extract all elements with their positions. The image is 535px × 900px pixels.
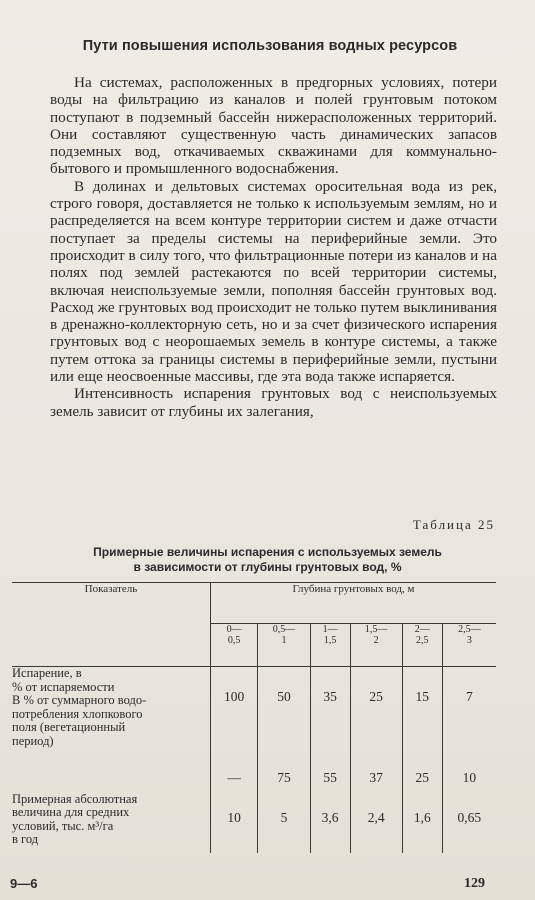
signature-mark: 9—6 (10, 876, 38, 891)
depth-range-part: 2— (414, 624, 430, 635)
table-caption (40, 545, 495, 575)
depth-column-header (211, 624, 258, 667)
depth-range-part: 3 (466, 635, 472, 646)
table-cell: 10 (211, 793, 258, 853)
table-cell: 37 (350, 763, 402, 793)
body-text (50, 74, 497, 420)
depth-range-part: 1— (322, 624, 338, 635)
row-label-line: Примерная абсолютная (12, 791, 138, 806)
table-row (12, 793, 496, 853)
indicator-header: Показатель (12, 583, 211, 667)
row-label-line: Испарение, в (12, 666, 82, 680)
depth-range-part: 0— (226, 624, 242, 635)
row-label-line: поля (вегетационный (12, 720, 126, 734)
table-cell: 10 (462, 769, 477, 785)
evaporation-table (12, 582, 496, 853)
row-label (12, 763, 211, 793)
section-heading: Пути повышения использования водных ресурсов (82, 38, 458, 54)
table-cell: — (211, 763, 258, 793)
depth-column-header (442, 624, 496, 667)
depth-header: Глубина грунтовых вод, м (211, 583, 497, 624)
table-row (12, 667, 496, 763)
depth-range-part: 1,5 (323, 635, 337, 646)
row-label-line: В % от суммарного водо- (12, 693, 147, 707)
table-cell: 0,65 (457, 809, 482, 825)
depth-range-part: 0,5 (227, 635, 241, 646)
table-caption-line-1: Примерные величины испарения с используемых земель (93, 545, 442, 559)
table-cell: 25 (350, 667, 402, 763)
paragraph-3: Интенсивность испарения грунтовых вод с неиспользуемых земель зависит от глубины их залегания, (50, 385, 497, 420)
table-cell: 75 (258, 763, 310, 793)
row-label-line: период) (12, 733, 54, 748)
paragraph-1: На системах, расположенных в предгорных условиях, потери воды на фильтрацию из каналов и полей грунтовым потоком поступают в подземный бассейн нижерасположенных территорий. Они составляют существенную часть динамических запасов подземных вод, откачиваемых скважинами для коммунально-бытового и промышленного водоснабжения. (50, 74, 497, 178)
depth-column-header (310, 624, 350, 667)
depth-range-part: 2 (373, 635, 379, 646)
depth-range-part: 1,5— (364, 624, 388, 635)
depth-column-header (258, 624, 310, 667)
row-label (12, 667, 211, 763)
table-row (12, 763, 496, 793)
table-cell: 7 (465, 689, 473, 704)
table-number: Таблица 25 (412, 517, 495, 532)
depth-range-part: 2,5— (458, 624, 481, 635)
table-cell: 35 (310, 667, 350, 763)
table-cell: 15 (402, 667, 442, 763)
table-cell: 25 (402, 763, 442, 793)
paragraph-2: В долинах и дельтовых системах оросительная вода из рек, строго говоря, доставляется не только к используемым землям, но и распределяется на всем контуре территории систем и даже отчасти поступает за пределы системы на периферийные земли. Это происходит в силу того, что фильтрационные потери из каналов и на полях под землей растекаются по всей территории системы, включая неиспользуемые земли, пополняя бассейн грунтовых вод. Расход же грунтовых вод происходит не только путем выклинивания в дренажно-коллекторную сеть, но и за счет физического испарения грунтовых вод с неорошаемых земель в контуре системы, а также путем оттока за границы системы в периферийные земли, пустыни или еще неосвоенные массивы, где эта вода также испаряется. (50, 177, 497, 386)
row-label (12, 793, 211, 853)
table-cell: 100 (211, 667, 258, 763)
row-label-line: % от испаряемости (12, 679, 115, 694)
depth-range-part: 0,5— (272, 624, 296, 635)
row-label-line: в год (12, 832, 39, 846)
depth-range-part: 1 (281, 635, 287, 646)
page-number: 129 (464, 876, 485, 891)
row-label-line: потребления хлопкового (12, 706, 143, 721)
depth-range-part: 2,5 (416, 635, 429, 646)
table-cell: 55 (310, 763, 350, 793)
table-cell: 3,6 (310, 793, 350, 853)
table-cell: 2,4 (350, 793, 402, 853)
table-caption-line-2: в зависимости от глубины грунтовых вод, % (133, 560, 402, 574)
table-cell: 1,6 (402, 793, 442, 853)
depth-column-header (350, 624, 402, 667)
depth-column-header (402, 624, 442, 667)
table-cell: 5 (258, 793, 310, 853)
table-cell: 50 (258, 667, 310, 763)
row-label-line: условий, тыс. м³/га (12, 818, 114, 833)
row-label-line: величина для средних (12, 805, 130, 819)
